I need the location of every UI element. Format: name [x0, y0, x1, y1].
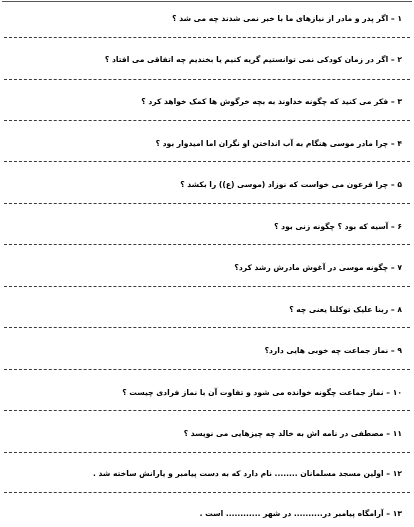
question-6: ۶ – آسیه که بود ؟ چگونه زنی بود ؟ [274, 222, 402, 231]
question-4: ۴ – چرا مادر موسی هنگام به آب انداختن او نگران اما امیدوار بود ؟ [155, 139, 402, 148]
answer-line-11 [4, 452, 410, 453]
answer-line-9 [4, 369, 410, 370]
question-7: ۷ – چگونه موسی در آغوش مادرش رشد کرد؟ [234, 263, 402, 272]
answer-line-6 [4, 244, 410, 245]
question-13: ۱۳ – آرامگاه پیامبر در.......... در شهر ............ است . [199, 509, 402, 518]
question-10: ۱۰ – نماز جماعت چگونه خوانده می شود و تفاوت آن با نماز فرادی چیست ؟ [122, 388, 402, 397]
answer-line-10 [4, 410, 410, 411]
top-border [2, 1, 412, 2]
answer-line-1 [4, 37, 410, 38]
answer-line-8 [4, 327, 410, 328]
question-11: ۱۱ – مصطفی در نامه اش به خالد چه چیزهایی می نویسد ؟ [183, 429, 402, 438]
answer-line-7 [4, 286, 410, 287]
answer-line-12 [4, 492, 410, 493]
question-1: ۱ – اگر پدر و مادر از نیازهای ما با خبر نمی شدند چه می شد ؟ [172, 14, 402, 23]
answer-line-4 [4, 161, 410, 162]
answer-line-2 [4, 79, 410, 80]
question-2: ۲ – اگر در زمان کودکی نمی توانستیم گریه کنیم یا بخندیم چه اتفاقی می افتاد ؟ [104, 55, 402, 64]
question-12: ۱۲ – اولین مسجد مسلمانان ........ نام دارد که به دست پیامبر و یارانش ساخته شد . [93, 469, 402, 478]
answer-line-5 [4, 203, 410, 204]
answer-line-3 [4, 120, 410, 121]
question-8: ۸ – ربنا علیک توکلنا یعنی چه ؟ [289, 305, 402, 314]
question-9: ۹ – نماز جماعت چه خوبی هایی دارد؟ [264, 346, 402, 355]
question-5: ۵ – چرا فرعون می خواست که نوزاد (موسی (ع)) را بکشد ؟ [180, 180, 402, 189]
question-3: ۳ – فکر می کنید که چگونه خداوند به بچه خرگوش ها کمک خواهد کرد ؟ [141, 97, 402, 106]
